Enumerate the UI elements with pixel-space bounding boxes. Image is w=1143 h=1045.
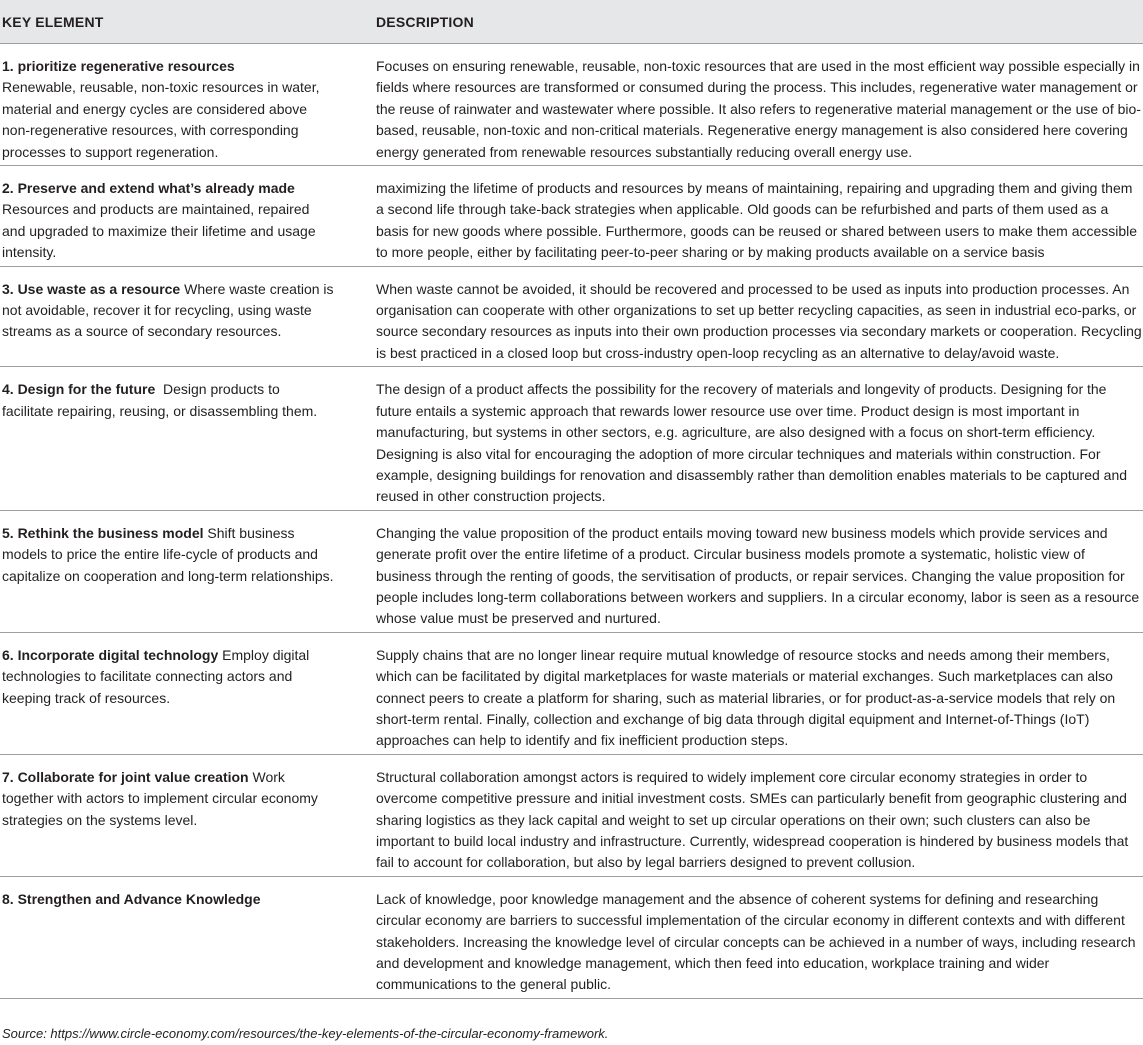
description-cell: The design of a product affects the possibility for the recovery of materials and longevity of products. Designing for the future entails a systemic approach that rewards lower resource use over time. Product design is most important in manufacturing, but systems in other sectors, e.g. agriculture, are also designed with a focus on short-term efficiency. Designing is also vital for encouraging the adoption of more circular techniques and materials within construction. For example, designing buildings for renovation and disassembly rather than demolition enables materials to be captured and reused in other construction projects. [374, 367, 1143, 510]
description-cell: Supply chains that are no longer linear require mutual knowledge of resource stocks and needs among their members, which can be facilitated by digital marketplaces for waste materials or material exchanges. Such marketplaces can also connect peers to create a platform for sharing, such as material libraries, or for product-as-a-service models that rely on short-term rental. Finally, collection and exchange of big data through digital equipment and Internet-of-Things (IoT) approaches can help to identify and fix inefficient production steps. [374, 632, 1143, 754]
key-element-cell [0, 166, 374, 267]
key-element-text: Design products to facilitate repairing, reusing, or disassembling them. [2, 381, 318, 419]
key-element-title: 4. Design for the future [2, 381, 156, 398]
key-element-text: Renewable, reusable, non-toxic resources in water, material and energy cycles are considered above non-regenerative resources, with corresponding processes to support regeneration. [2, 79, 320, 160]
description-cell: maximizing the lifetime of products and resources by means of maintaining, repairing and upgrading them and giving them a second life through take-back strategies when applicable. Old goods can be refurbished and parts of them used as a basis for new goods where possible. Furthermore, goods can be reused or shared between users to make them accessible to more people, either by facilitating peer-to-peer sharing or by making products available on a service basis [374, 166, 1143, 267]
key-element-cell [0, 367, 374, 510]
table-row [0, 166, 1143, 267]
key-element-cell [0, 876, 374, 998]
key-element-text: Shift business models to price the entire life-cycle of products and capitalize on cooperation and long-term relationships. [2, 524, 334, 584]
table-row [0, 266, 1143, 367]
key-element-title: 7. Collaborate for joint value creation [2, 768, 249, 785]
source-note: Source: https://www.circle-economy.com/resources/the-key-elements-of-the-circular-economy-framework. [2, 1026, 609, 1041]
header-description: DESCRIPTION [374, 0, 1143, 44]
key-element-title: 8. Strengthen and Advance Knowledge [2, 890, 261, 907]
key-element-cell [0, 754, 374, 876]
table-row [0, 632, 1143, 754]
key-element-cell [0, 510, 374, 632]
key-element-title: 1. prioritize regenerative resources [2, 58, 235, 74]
key-element-title: 5. Rethink the business model [2, 524, 204, 541]
key-element-text: Work together with actors to implement circular economy strategies on the systems level. [2, 768, 318, 828]
key-element-title: 3. Use waste as a resource [2, 280, 181, 297]
key-element-cell [0, 266, 374, 367]
description-cell: Structural collaboration amongst actors is required to widely implement core circular economy strategies in order to overcome competitive pressure and initial investment costs. SMEs can particularly benefit from geographic clustering and sharing logistics as they lack capital and weight to set up circular operations on their own; such clusters can also be important to build local industry and infrastructure. Currently, widespread cooperation is hindered by business models that fail to account for collaboration, but also by legal barriers designed to prevent collusion. [374, 754, 1143, 876]
key-element-text: Employ digital technologies to facilitate connecting actors and keeping track of resources. [2, 646, 310, 706]
table-row [0, 367, 1143, 510]
key-element-title: 6. Incorporate digital technology [2, 646, 219, 663]
table-row [0, 876, 1143, 998]
key-element-text: Resources and products are maintained, repaired and upgraded to maximize their lifetime and usage intensity. [2, 201, 316, 261]
key-element-cell [0, 632, 374, 754]
description-cell: When waste cannot be avoided, it should be recovered and processed to be used as inputs into production processes. An organisation can cooperate with other organizations to set up better recycling capacities, as seen in industrial eco-parks, or source secondary resources as inputs into their own production processes via secondary markets or cooperation. Recycling is best practiced in a closed loop but cross-industry open-loop recycling as an alternative to delay/avoid waste. [374, 266, 1143, 367]
key-element-title: 2. Preserve and extend what’s already made [2, 180, 295, 197]
description-cell: Changing the value proposition of the product entails moving toward new business models which provide services and generate profit over the entire lifetime of a product. Circular business models promote a systematic, holistic view of business through the renting of goods, the servitisation of products, or repair services. Changing the value proposition for people includes long-term collaborations between workers and suppliers. In a circular economy, labor is seen as a resource whose value must be preserved and nurtured. [374, 510, 1143, 632]
table-row [0, 44, 1143, 166]
table-row [0, 510, 1143, 632]
table-header-row [0, 0, 1143, 44]
description-cell: Lack of knowledge, poor knowledge management and the absence of coherent systems for defining and researching circular economy are barriers to successful implementation of the circular economy in different contexts and with different stakeholders. Increasing the knowledge level of circular concepts can be achieved in a number of ways, including research and development and knowledge management, which then feed into education, workplace training and wider communications to the general public. [374, 876, 1143, 998]
description-cell: Focuses on ensuring renewable, reusable, non-toxic resources that are used in the most efficient way possible especially in fields where resources are transformed or consumed during the process. This includes, regenerative water management or the reuse of rainwater and wastewater where possible. It also refers to regenerative material management or the use of bio-based, reusable, non-toxic and non-critical materials. Regenerative energy management is also considered here covering energy generated from renewable resources substantially reducing overall energy use. [374, 44, 1143, 166]
key-element-cell [0, 44, 374, 166]
header-key-element: KEY ELEMENT [0, 0, 374, 44]
key-element-text: Where waste creation is not avoidable, recover it for recycling, using waste streams as a source of secondary resources. [2, 280, 334, 340]
table-row [0, 754, 1143, 876]
